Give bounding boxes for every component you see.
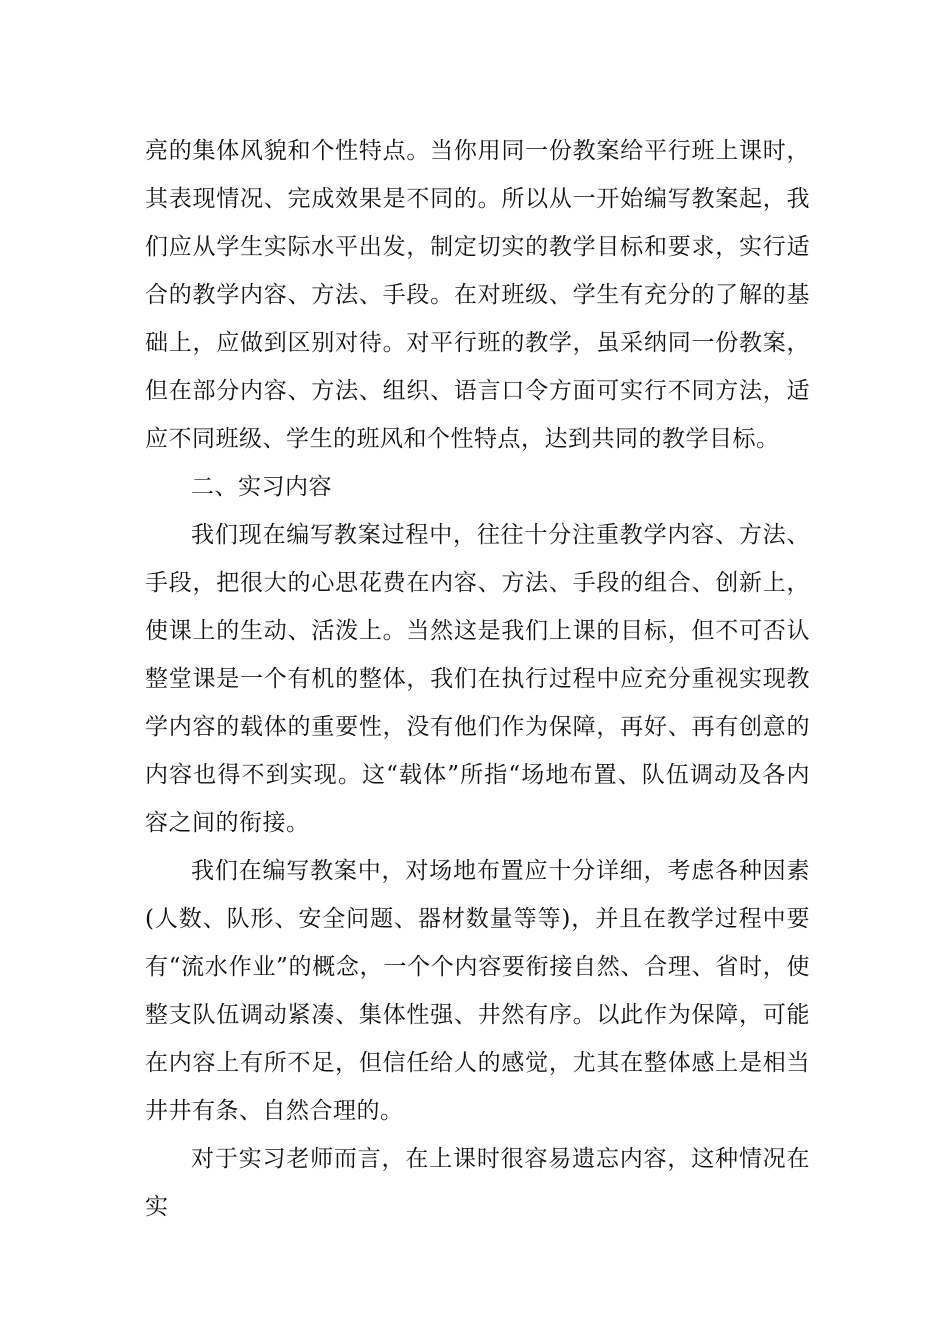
section-heading: 二、实习内容 xyxy=(191,474,332,500)
document-body xyxy=(145,127,810,1231)
paragraph-body: 对于实习老师而言，在上课时很容易遗忘内容，这种情况在实 xyxy=(145,1146,810,1220)
paragraph-continuation: 亮的集体风貌和个性特点。当你用同一份教案给平行班上课时，其表现情况、完成效果是不同的。所以从一开始编写教案起，我们应从学生实际水平出发，制定切实的教学目标和要求，实行适合的教学内容、方法、手段。在对班级、学生有充分的了解的基础上，应做到区别对待。对平行班的教学，虽采纳同一份教案，但在部分内容、方法、组织、语言口令方面可实行不同方法，适应不同班级、学生的班风和个性特点，达到共同的教学目标。 xyxy=(145,138,810,452)
paragraph-body: 我们现在编写教案过程中，往往十分注重教学内容、方法、手段，把很大的心思花费在内容、方法、手段的组合、创新上，使课上的生动、活泼上。当然这是我们上课的目标，但不可否认整堂课是一个有机的整体，我们在执行过程中应充分重视实现教学内容的载体的重要性，没有他们作为保障，再好、再有创意的内容也得不到实现。这“载体”所指“场地布置、队伍调动及各内容之间的衔接。 xyxy=(145,522,810,836)
paragraph-body: 我们在编写教案中，对场地布置应十分详细，考虑各种因素(人数、队形、安全问题、器材数量等等)，并且在教学过程中要有“流水作业”的概念，一个个内容要衔接自然、合理、省时，使整支队伍调动紧凑、集体性强、井然有序。以此作为保障，可能在内容上有所不足，但信任给人的感觉，尤其在整体感上是相当井井有条、自然合理的。 xyxy=(145,858,810,1124)
